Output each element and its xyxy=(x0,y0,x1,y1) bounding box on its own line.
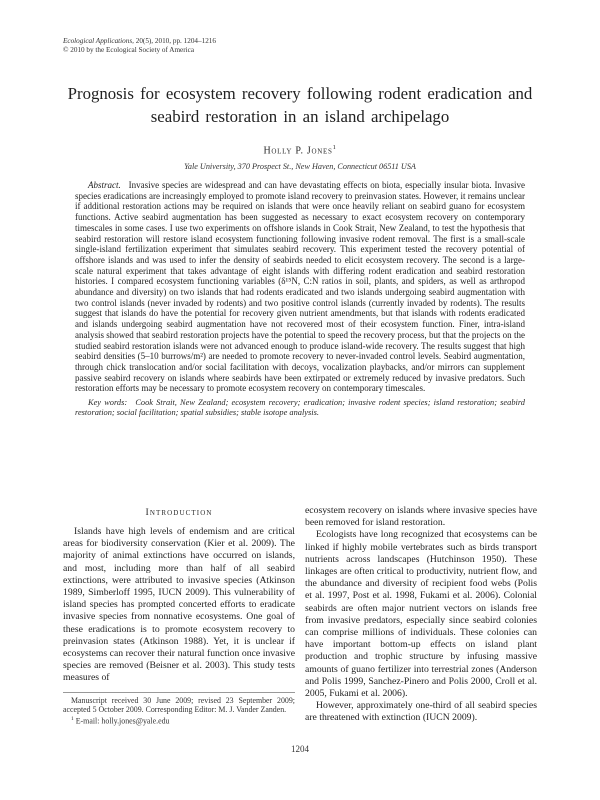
journal-copyright-line: © 2010 by the Ecological Society of America xyxy=(63,45,195,54)
journal-citation-line xyxy=(63,37,216,46)
intro-paragraph-2: Ecologists have long recognized that ecosystems can be linked if highly mobile vertebrates such as birds transport nutrients across landscapes (Hutchinson 1950). These linkages are often critical to productivity, nutrient flow, and the abundance and diversity of recipient food webs (Polis et al. 1997, Post et al. 1998, Fukami et al. 2006). Colonial seabirds are often major nutrient vectors on islands free from invasive predators, especially since seabird colonies can comprise millions of individuals. These colonies can have important bottom-up effects on island plant production and trophic structure by infusing massive amounts of guano fertilizer into terrestrial zones (Anderson and Polis 1999, Sanchez-Pinero and Polis 2000, Croll et al. 2005, Fukami et al. 2006). xyxy=(305,529,537,700)
journal-header xyxy=(63,37,216,55)
email-text: E-mail: holly.jones@yale.edu xyxy=(75,716,170,726)
page-number: 1204 xyxy=(291,744,309,754)
keywords-paragraph xyxy=(75,398,525,419)
author-footnote-mark: 1 xyxy=(332,144,337,151)
intro-paragraph-3: However, approximately one-third of all seabird species are threatened with extinction (IUCN 2009). xyxy=(305,700,537,724)
author-affiliation: Yale University, 370 Prospect St., New Haven, Connecticut 06511 USA xyxy=(184,162,416,171)
abstract-block xyxy=(75,180,525,419)
footnote-block xyxy=(63,692,295,726)
abstract-label: Abstract. xyxy=(88,180,121,190)
email-footnote-mark: 1 xyxy=(71,715,74,722)
author-name: Holly P. Jones xyxy=(263,145,333,157)
author-line xyxy=(0,144,600,156)
keywords-label: Key words: xyxy=(88,398,128,408)
page-title: Prognosis for ecosystem recovery following rodent eradication and seabird restoration in an island archipelago xyxy=(67,84,533,126)
abstract-text: Invasive species are widespread and can have devastating effects on biota, especially insular biota. Invasive species eradications are increasingly employed to promote island recovery to preinvasion states. However, it remains unclear if additional restoration actions may be required on islands that were once heavily reliant on seabird guano for ecosystem functions. Active seabird augmentation has been suggested as necessary to exact ecosystem recovery on contemporary timescales in some cases. I use two experiments on offshore islands in Cook Strait, New Zealand, to test the hypothesis that seabird restoration will restore island ecosystem functioning following invasive rodent removal. The first is a small-scale single-island fertilization experiment that simulates seabird recovery. This experiment tested the recovery potential of offshore islands and was used to infer the density of seabirds needed to elicit ecosystem recovery. The second is a large-scale natural experiment that takes advantage of eight islands with differing rodent eradication and seabird restoration histories. I compared ecosystem functioning variables (δ¹⁵N, C:N ratios in soil, plants, and spiders, as well as arthropod abundance and diversity) on two islands that had rodents eradicated and two islands undergoing seabird augmentation with two control islands (never invaded by rodents) and two positive control islands (currently invaded by rodents). The results suggest that islands do have the potential for recovery given nutrient amendments, but that islands with rodents eradicated and islands undergoing seabird augmentation have not recovered most of their ecosystem function. Finer, intra-island analysis showed that seabird restoration projects have the potential to speed the recovery process, but that the projects on the studied seabird restoration islands were not advanced enough to produce island-wide recovery. The results suggest that high seabird densities (5–10 burrows/m²) are needed to promote recovery to never-invaded control levels. Seabird augmentation, through chick translocation and/or social facilitation with decoys, vocalization playbacks, and/or mirrors can supplement passive seabird recovery on islands where seabirds have been extirpated or extremely reduced by invasive predators. Such restoration efforts may be necessary to promote ecosystem recovery on contemporary timescales. xyxy=(75,180,526,394)
right-column xyxy=(305,505,537,725)
keywords-text: Cook Strait, New Zealand; ecosystem recovery; eradication; invasive rodent species; island restoration; seabird restoration; social facilitation; spatial subsidies; stable isotope analysis. xyxy=(75,398,525,418)
journal-issue-info: 20(5), 2010, pp. 1204–1216 xyxy=(135,37,216,45)
intro-paragraph-1: Islands have high levels of endemism and are critical areas for biodiversity conservation (Kier et al. 2009). The majority of animal extinctions have occurred on islands, and most, including more than half of all seabird extinctions, were attributed to invasive species (Atkinson 1989, Simberloff 1995, IUCN 2009). This vulnerability of island species has prompted concerted efforts to eradicate invasive species from nonnative ecosystems. One goal of these eradications is to promote ecosystem recovery to preinvasion states (Atkinson 1988). Yet, it is unclear if ecosystems can recover their natural function once invasive species are removed (Beisner et al. 2003). This study tests measures of xyxy=(63,526,295,684)
abstract-paragraph xyxy=(75,180,525,394)
manuscript-history: Manuscript received 30 June 2009; revised 23 September 2009; accepted 5 October 2009. Corresponding Editor: M. J. Vander Zanden. xyxy=(63,696,295,715)
section-heading-introduction: Introduction xyxy=(145,507,213,518)
footnote-rule xyxy=(63,692,295,693)
intro-paragraph-1-continuation: ecosystem recovery on islands where invasive species have been removed for island restoration. xyxy=(305,505,537,529)
journal-name: Ecological Applications, xyxy=(63,37,134,45)
author-email-footnote xyxy=(63,715,295,726)
